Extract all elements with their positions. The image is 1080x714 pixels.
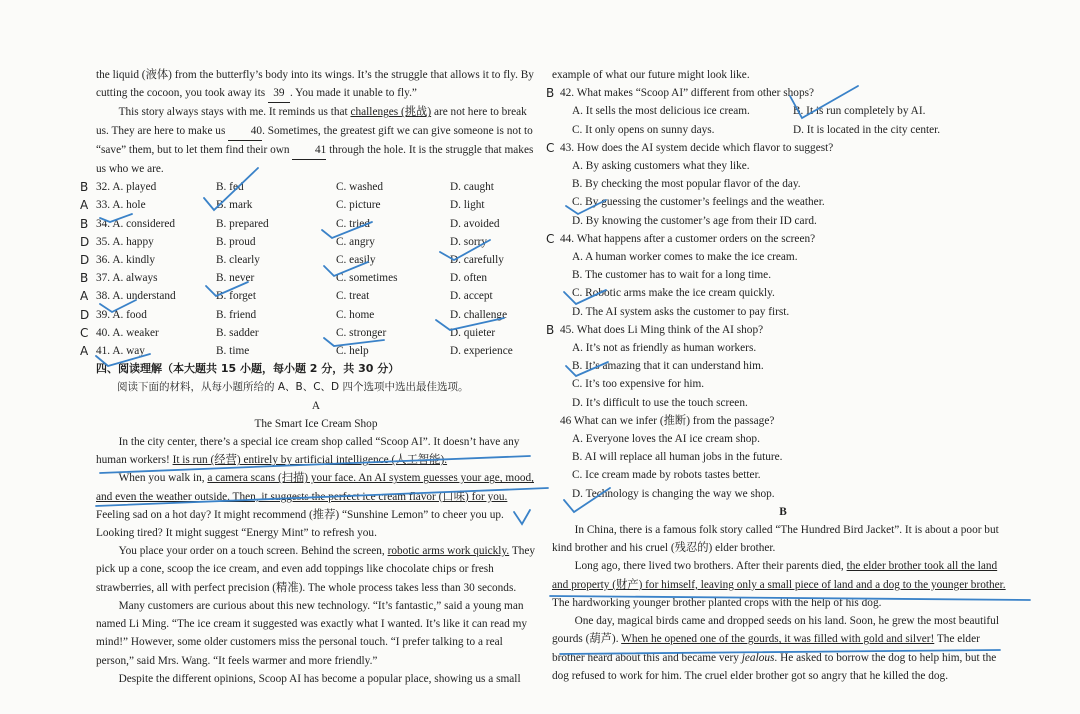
passage-a-continuation: example of what our future might look like.	[552, 69, 750, 81]
option-d: D. By knowing the customer’s age from their ID card.	[572, 214, 817, 227]
question-43	[546, 139, 1014, 230]
highlight-challenges: challenges (挑战)	[350, 106, 432, 119]
option-row-41: A 41. A. way B. time C. help D. experience	[96, 342, 536, 360]
question-42	[546, 84, 1014, 139]
option-b: B. AI will replace all human jobs in the future.	[572, 451, 783, 464]
passage-title: The Smart Ice Cream Shop	[254, 417, 378, 430]
section-heading: 四、阅读理解（本大题共 15 小题，每小题 2 分，共 30 分）	[96, 362, 400, 376]
option-row-40: C 40. A. weaker B. sadder C. stronger D. quieter	[96, 324, 536, 342]
handwritten-answer: C	[546, 231, 555, 246]
handwritten-answer: A	[80, 289, 89, 304]
question-45	[546, 321, 1014, 412]
passage-label-b: B	[779, 505, 787, 518]
passage-b-paragraph-2: Long ago, there lived two brothers. After their parents died, the elder brother took all the land and property (财产) for himself, leaving only a small piece of land and a dog to the younger brother. The hardworking younger brother planted crops with the help of his dog.	[552, 560, 1006, 609]
question-stem: 45. What does Li Ming think of the AI shop?	[560, 323, 764, 336]
option-row-34: B 34. A. considered B. prepared C. tried D. avoided	[96, 215, 536, 233]
option-row-35: D 35. A. happy B. proud C. angry D. sorry	[96, 233, 536, 251]
option-d: D. It’s difficult to use the touch screen.	[572, 396, 748, 409]
option-a: A. It sells the most delicious ice cream.	[572, 105, 750, 118]
option-c: C. Robotic arms make the ice cream quickly.	[572, 287, 775, 300]
passage-b-paragraph-1: In China, there is a famous folk story called “The Hundred Bird Jacket”. It is about a poor but kind brother and his cruel (残忍的) elder brother.	[552, 524, 999, 555]
passage-a-paragraph-5: Despite the different opinions, Scoop AI has become a popular place, showing us a small	[118, 672, 521, 685]
handwritten-answer: B	[546, 322, 555, 337]
option-row-37: B 37. A. always B. never C. sometimes D. often	[96, 269, 536, 287]
option-b: B. By checking the most popular flavor of the day.	[572, 178, 801, 191]
option-row-39: D 39. A. food B. friend C. home D. challenge	[96, 306, 536, 324]
option-b: B. It’s amazing that it can understand him.	[572, 360, 764, 373]
blank-41: 41	[292, 141, 326, 160]
option-c: C. Ice cream made by robots tastes better.	[572, 469, 761, 482]
question-stem: 43. How does the AI system decide which flavor to suggest?	[560, 141, 834, 154]
option-c: C. It only opens on sunny days.	[572, 123, 715, 136]
story-paragraph: This story always stays with me. It reminds us that challenges (挑战) are not here to break us. They are here to make us 40. Sometimes, the greatest gift we can give someone is not to “save” them, but to let them find their own 41 through the hole. It is the struggle that makes us who we are.	[96, 106, 534, 176]
option-d: D. Technology is changing the way we shop.	[572, 487, 775, 500]
handwritten-answer: C	[546, 140, 555, 155]
option-a: A. By asking customers what they like.	[572, 160, 750, 173]
handwritten-answer: A	[80, 344, 89, 359]
option-a: A. A human worker comes to make the ice cream.	[572, 251, 798, 264]
option-a: A. Everyone loves the AI ice cream shop.	[572, 433, 760, 446]
passage-b-paragraph-3: One day, magical birds came and dropped seeds on his land. Soon, he grew the most beautiful gourds (葫芦). When he opened one of the gourds, it was filled with gold and silver! The elder brother heard about this and became very jealous. He asked to borrow the dog to help him, but the dog refused to work for him. The cruel elder brother got so angry that he killed the dog.	[552, 615, 999, 682]
passage-a-paragraph-4: Many customers are curious about this new technology. “It’s fantastic,” said a young man named Li Ming. “The ice cream it suggested was exactly what I wanted. It’s like it can read my mind!” However, some older customers miss the personal touch. “I prefer talking to a real person,” said Mrs. Wang. “It feels warmer and more friendly.”	[96, 599, 528, 667]
option-c: C. By guessing the customer’s feelings and the weather.	[572, 196, 825, 209]
option-row-38: A 38. A. understand B. forget C. treat D. accept	[96, 287, 536, 305]
passage-a-paragraph-3: You place your order on a touch screen. Behind the screen, robotic arms work quickly. They pick up a cone, scoop the ice cream, and even add toppings like chocolate chips or fresh strawberries, all with perfect precision (精准). The whole process takes less than 30 seconds.	[96, 545, 536, 594]
option-d: D. The AI system asks the customer to pay first.	[572, 305, 790, 318]
option-row-32: B 32. A. played B. fed C. washed D. caught	[96, 178, 536, 196]
option-row-36: D 36. A. kindly B. clearly C. easily D. carefully	[96, 251, 536, 269]
intro-paragraph: the liquid (液体) from the butterfly’s body into its wings. It’s the struggle that allows it to fly. By cutting the cocoon, you took away its 39 . You made it unable to fly.”	[96, 66, 536, 103]
question-44	[546, 230, 1014, 321]
question-stem: 42. What makes “Scoop AI” different from other shops?	[560, 87, 815, 100]
passage-a-paragraph-2: When you walk in, a camera scans (扫描) your face. An AI system guesses your age, mood, and even the weather outside. Then, it suggests the perfect ice cream flavor (口味) for you. Feeling sad on a hot day? It might recommend (推荐) “Sunshine Lemon” to cheer you up. Looking tired? It might suggest “Energy Mint” to refresh you.	[96, 472, 534, 540]
handwritten-answer: A	[80, 198, 89, 213]
handwritten-answer: B	[546, 86, 555, 101]
passage-label-a: A	[311, 399, 321, 412]
handwritten-answer: D	[80, 307, 90, 322]
question-stem: 44. What happens after a customer orders on the screen?	[560, 232, 816, 245]
section-instruction: 阅读下面的材料，从每小题所给的 A、B、C、D 四个选项中选出最佳选项。	[117, 381, 469, 394]
passage-a-paragraph-1: In the city center, there’s a special ice cream shop called “Scoop AI”. It doesn’t have any human workers! It is run (经营) entirely by artificial intelligence (人工智能).	[96, 436, 520, 467]
handwritten-answer: D	[80, 253, 90, 268]
option-d: D. It is located in the city center.	[793, 123, 941, 136]
option-a: A. It’s not as friendly as human workers.	[572, 342, 757, 355]
handwritten-answer: D	[80, 234, 90, 249]
handwritten-answer: B	[80, 271, 89, 286]
blank-39: 39	[268, 84, 290, 103]
question-46	[552, 412, 1014, 503]
handwritten-answer: B	[80, 216, 89, 231]
cloze-options	[80, 178, 536, 360]
right-column	[546, 66, 1014, 685]
option-b: B. It is run completely by AI.	[793, 105, 926, 118]
blank-40: 40	[228, 122, 262, 141]
option-b: B. The customer has to wait for a long time.	[572, 269, 772, 282]
question-stem: 46 What can we infer (推断) from the passage?	[560, 414, 775, 427]
handwritten-answer: B	[80, 180, 89, 195]
left-column	[80, 66, 536, 688]
option-row-33: A 33. A. hole B. mark C. picture D. light	[96, 196, 536, 214]
handwritten-answer: C	[80, 325, 89, 340]
option-c: C. It’s too expensive for him.	[572, 378, 705, 391]
